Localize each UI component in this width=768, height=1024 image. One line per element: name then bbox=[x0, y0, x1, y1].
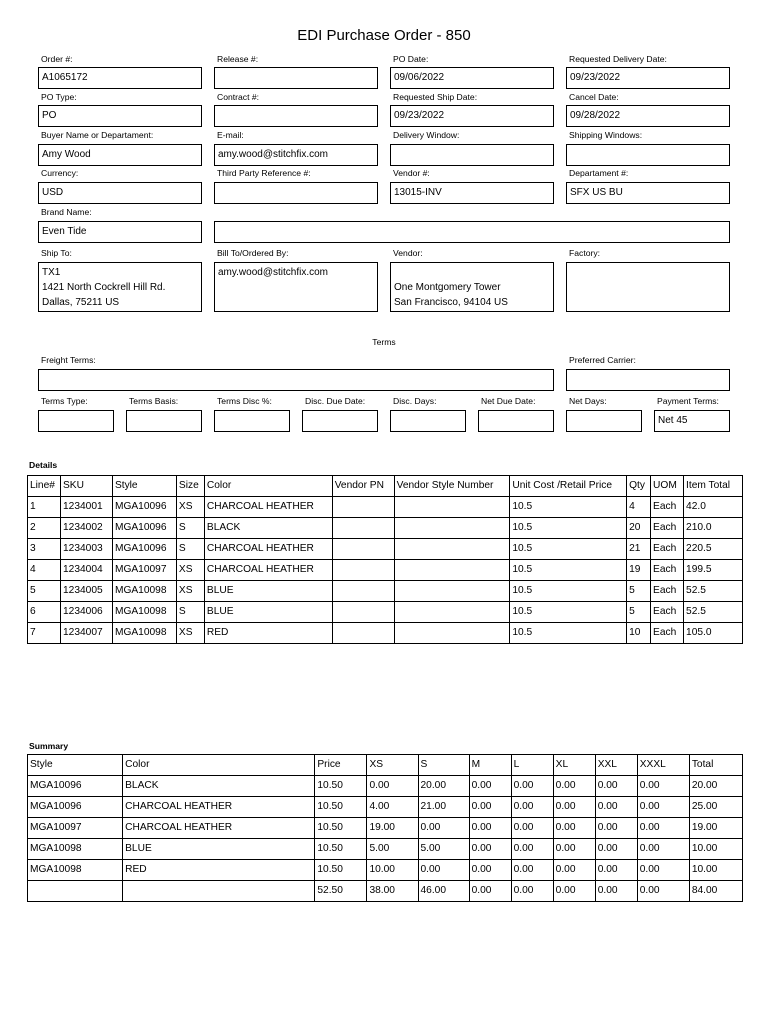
details-cell-item-total: 42.0 bbox=[684, 497, 743, 518]
details-cell-unit-cost: 10.5 bbox=[510, 560, 627, 581]
summary-cell-m: 0.00 bbox=[469, 776, 511, 797]
details-cell-uom: Each bbox=[651, 581, 684, 602]
details-row bbox=[28, 560, 743, 581]
terms-type-label: Terms Type: bbox=[41, 396, 88, 406]
disc-due-date-label: Disc. Due Date: bbox=[305, 396, 366, 406]
details-cell-size: S bbox=[176, 518, 204, 539]
req-delivery-date-label: Requested Delivery Date: bbox=[569, 54, 667, 64]
details-cell-vendor-pn bbox=[332, 518, 394, 539]
details-cell-line: 6 bbox=[28, 602, 61, 623]
currency-field[interactable]: USD bbox=[38, 182, 202, 204]
details-cell-size: XS bbox=[176, 581, 204, 602]
net-due-date-label: Net Due Date: bbox=[481, 396, 536, 406]
details-heading: Details bbox=[29, 460, 58, 470]
summary-cell-xxxl: 0.00 bbox=[637, 839, 689, 860]
details-cell-qty: 20 bbox=[627, 518, 651, 539]
details-cell-uom: Each bbox=[651, 518, 684, 539]
details-cell-sku: 1234001 bbox=[60, 497, 112, 518]
summary-row bbox=[28, 839, 743, 860]
summary-cell-l: 0.00 bbox=[511, 881, 553, 902]
details-cell-size: XS bbox=[176, 623, 204, 644]
summary-cell-m: 0.00 bbox=[469, 797, 511, 818]
summary-col-s: S bbox=[418, 755, 469, 776]
summary-row bbox=[28, 797, 743, 818]
details-col-style: Style bbox=[112, 476, 176, 497]
details-col-color: Color bbox=[204, 476, 332, 497]
details-cell-sku: 1234005 bbox=[60, 581, 112, 602]
summary-row bbox=[28, 860, 743, 881]
page-title: EDI Purchase Order - 850 bbox=[297, 27, 471, 44]
summary-cell-price: 10.50 bbox=[315, 797, 367, 818]
details-cell-color: CHARCOAL HEATHER bbox=[204, 560, 332, 581]
net-days-label: Net Days: bbox=[569, 396, 607, 406]
summary-cell-l: 0.00 bbox=[511, 776, 553, 797]
details-col-qty: Qty bbox=[627, 476, 651, 497]
details-cell-vendor-pn bbox=[332, 539, 394, 560]
freight-terms-field[interactable] bbox=[38, 369, 554, 391]
release-no-label: Release #: bbox=[217, 54, 259, 64]
details-cell-unit-cost: 10.5 bbox=[510, 497, 627, 518]
summary-cell-price: 10.50 bbox=[315, 818, 367, 839]
summary-col-price: Price bbox=[315, 755, 367, 776]
summary-cell-xxxl: 0.00 bbox=[637, 776, 689, 797]
summary-cell-price: 10.50 bbox=[315, 839, 367, 860]
details-cell-unit-cost: 10.5 bbox=[510, 602, 627, 623]
summary-cell-xs: 10.00 bbox=[367, 860, 418, 881]
details-cell-item-total: 210.0 bbox=[684, 518, 743, 539]
summary-col-m: M bbox=[469, 755, 511, 776]
contract-no-label: Contract #: bbox=[217, 92, 260, 102]
details-col-vendor-style: Vendor Style Number bbox=[394, 476, 510, 497]
summary-cell-xs: 0.00 bbox=[367, 776, 418, 797]
details-cell-qty: 4 bbox=[627, 497, 651, 518]
details-cell-uom: Each bbox=[651, 560, 684, 581]
disc-days-field[interactable] bbox=[390, 410, 466, 432]
vendor-no-label: Vendor #: bbox=[393, 168, 430, 178]
ship-to-field[interactable]: TX1 1421 North Cockrell Hill Rd. Dallas, 75211 US bbox=[38, 262, 202, 312]
terms-disc-label: Terms Disc %: bbox=[217, 396, 272, 406]
summary-row bbox=[28, 881, 743, 902]
summary-cell-xl: 0.00 bbox=[553, 881, 595, 902]
third-party-ref-label: Third Party Reference #: bbox=[217, 168, 311, 178]
summary-cell-m: 0.00 bbox=[469, 860, 511, 881]
details-cell-uom: Each bbox=[651, 623, 684, 644]
buyer-label: Buyer Name or Departament: bbox=[41, 130, 154, 140]
summary-cell-total: 19.00 bbox=[689, 818, 742, 839]
details-cell-color: CHARCOAL HEATHER bbox=[204, 539, 332, 560]
summary-cell-total: 10.00 bbox=[689, 839, 742, 860]
details-col-unit-cost: Unit Cost /Retail Price bbox=[510, 476, 627, 497]
vendor-address-field[interactable]: One Montgomery Tower San Francisco, 94104 US bbox=[390, 262, 554, 312]
summary-col-total: Total bbox=[689, 755, 742, 776]
preferred-carrier-label: Preferred Carrier: bbox=[569, 355, 636, 365]
bill-to-label: Bill To/Ordered By: bbox=[217, 248, 289, 258]
details-cell-vendor-pn bbox=[332, 581, 394, 602]
details-cell-color: CHARCOAL HEATHER bbox=[204, 497, 332, 518]
terms-type-field[interactable] bbox=[38, 410, 114, 432]
summary-cell-xs: 4.00 bbox=[367, 797, 418, 818]
details-row bbox=[28, 518, 743, 539]
details-cell-size: S bbox=[176, 539, 204, 560]
payment-terms-label: Payment Terms: bbox=[657, 396, 719, 406]
delivery-window-field[interactable] bbox=[390, 144, 554, 166]
summary-cell-total: 84.00 bbox=[689, 881, 742, 902]
details-cell-item-total: 52.5 bbox=[684, 581, 743, 602]
summary-cell-s: 21.00 bbox=[418, 797, 469, 818]
details-cell-sku: 1234006 bbox=[60, 602, 112, 623]
summary-cell-l: 0.00 bbox=[511, 797, 553, 818]
details-cell-item-total: 199.5 bbox=[684, 560, 743, 581]
preferred-carrier-field[interactable] bbox=[566, 369, 730, 391]
vendor-no-field[interactable]: 13015-INV bbox=[390, 182, 554, 204]
details-cell-line: 3 bbox=[28, 539, 61, 560]
details-cell-line: 4 bbox=[28, 560, 61, 581]
details-cell-line: 5 bbox=[28, 581, 61, 602]
email-label: E-mail: bbox=[217, 130, 244, 140]
summary-cell-s: 0.00 bbox=[418, 860, 469, 881]
details-col-vendor-pn: Vendor PN bbox=[332, 476, 394, 497]
summary-cell-xxxl: 0.00 bbox=[637, 797, 689, 818]
details-cell-item-total: 105.0 bbox=[684, 623, 743, 644]
req-ship-date-field[interactable]: 09/23/2022 bbox=[390, 105, 554, 127]
details-cell-qty: 10 bbox=[627, 623, 651, 644]
details-cell-color: BLUE bbox=[204, 602, 332, 623]
details-row bbox=[28, 581, 743, 602]
summary-cell-price: 10.50 bbox=[315, 776, 367, 797]
department-no-label: Departament #: bbox=[569, 168, 629, 178]
cancel-date-field[interactable]: 09/28/2022 bbox=[566, 105, 730, 127]
details-cell-style: MGA10098 bbox=[112, 581, 176, 602]
order-no-field[interactable]: A1065172 bbox=[38, 67, 202, 89]
summary-cell-total: 20.00 bbox=[689, 776, 742, 797]
summary-cell-xl: 0.00 bbox=[553, 860, 595, 881]
summary-cell-xs: 5.00 bbox=[367, 839, 418, 860]
summary-col-color: Color bbox=[123, 755, 315, 776]
summary-cell-color bbox=[123, 881, 315, 902]
details-cell-size: XS bbox=[176, 497, 204, 518]
summary-cell-xxxl: 0.00 bbox=[637, 860, 689, 881]
buyer-field[interactable]: Amy Wood bbox=[38, 144, 202, 166]
details-cell-sku: 1234002 bbox=[60, 518, 112, 539]
third-party-ref-field[interactable] bbox=[214, 182, 378, 204]
details-cell-vendor-style bbox=[394, 497, 510, 518]
details-cell-unit-cost: 10.5 bbox=[510, 623, 627, 644]
summary-cell-l: 0.00 bbox=[511, 860, 553, 881]
details-cell-uom: Each bbox=[651, 539, 684, 560]
details-cell-line: 2 bbox=[28, 518, 61, 539]
summary-cell-style: MGA10096 bbox=[28, 797, 123, 818]
details-cell-size: XS bbox=[176, 560, 204, 581]
summary-cell-xxl: 0.00 bbox=[595, 818, 637, 839]
req-ship-date-label: Requested Ship Date: bbox=[393, 92, 478, 102]
details-cell-uom: Each bbox=[651, 497, 684, 518]
details-cell-vendor-style bbox=[394, 560, 510, 581]
details-cell-vendor-style bbox=[394, 623, 510, 644]
details-cell-item-total: 220.5 bbox=[684, 539, 743, 560]
payment-terms-field[interactable]: Net 45 bbox=[654, 410, 730, 432]
brand-name-label: Brand Name: bbox=[41, 207, 92, 217]
summary-cell-color: BLUE bbox=[123, 839, 315, 860]
brand-name-extra-field[interactable] bbox=[214, 221, 730, 243]
brand-name-field[interactable]: Even Tide bbox=[38, 221, 202, 243]
summary-cell-color: CHARCOAL HEATHER bbox=[123, 818, 315, 839]
details-cell-vendor-pn bbox=[332, 602, 394, 623]
details-col-uom: UOM bbox=[651, 476, 684, 497]
release-no-field[interactable] bbox=[214, 67, 378, 89]
summary-cell-xs: 19.00 bbox=[367, 818, 418, 839]
vendor-label: Vendor: bbox=[393, 248, 423, 258]
summary-cell-xl: 0.00 bbox=[553, 797, 595, 818]
net-days-field[interactable] bbox=[566, 410, 642, 432]
details-cell-color: RED bbox=[204, 623, 332, 644]
po-type-label: PO Type: bbox=[41, 92, 77, 102]
summary-cell-xxl: 0.00 bbox=[595, 797, 637, 818]
details-table bbox=[27, 475, 743, 644]
po-date-label: PO Date: bbox=[393, 54, 429, 64]
terms-disc-field[interactable] bbox=[214, 410, 290, 432]
summary-cell-style: MGA10098 bbox=[28, 860, 123, 881]
summary-table bbox=[27, 754, 743, 902]
details-cell-unit-cost: 10.5 bbox=[510, 539, 627, 560]
details-cell-vendor-style bbox=[394, 602, 510, 623]
disc-days-label: Disc. Days: bbox=[393, 396, 437, 406]
summary-cell-m: 0.00 bbox=[469, 881, 511, 902]
details-cell-vendor-pn bbox=[332, 497, 394, 518]
details-cell-line: 7 bbox=[28, 623, 61, 644]
net-due-date-field[interactable] bbox=[478, 410, 554, 432]
summary-cell-xxl: 0.00 bbox=[595, 860, 637, 881]
summary-cell-xl: 0.00 bbox=[553, 818, 595, 839]
shipping-windows-label: Shipping Windows: bbox=[569, 130, 643, 140]
summary-header-row bbox=[28, 755, 743, 776]
details-cell-vendor-style bbox=[394, 518, 510, 539]
details-row bbox=[28, 602, 743, 623]
summary-cell-color: BLACK bbox=[123, 776, 315, 797]
details-cell-uom: Each bbox=[651, 602, 684, 623]
details-cell-style: MGA10098 bbox=[112, 623, 176, 644]
details-cell-unit-cost: 10.5 bbox=[510, 581, 627, 602]
summary-cell-xxl: 0.00 bbox=[595, 881, 637, 902]
summary-col-style: Style bbox=[28, 755, 123, 776]
details-header-row bbox=[28, 476, 743, 497]
details-cell-sku: 1234007 bbox=[60, 623, 112, 644]
summary-row bbox=[28, 776, 743, 797]
details-col-line: Line# bbox=[28, 476, 61, 497]
details-cell-color: BLACK bbox=[204, 518, 332, 539]
details-cell-style: MGA10097 bbox=[112, 560, 176, 581]
summary-cell-xxl: 0.00 bbox=[595, 776, 637, 797]
summary-cell-m: 0.00 bbox=[469, 839, 511, 860]
details-row bbox=[28, 497, 743, 518]
summary-cell-xl: 0.00 bbox=[553, 776, 595, 797]
summary-row bbox=[28, 818, 743, 839]
summary-cell-price: 10.50 bbox=[315, 860, 367, 881]
details-cell-sku: 1234003 bbox=[60, 539, 112, 560]
delivery-window-label: Delivery Window: bbox=[393, 130, 460, 140]
summary-cell-color: CHARCOAL HEATHER bbox=[123, 797, 315, 818]
summary-cell-style: MGA10096 bbox=[28, 776, 123, 797]
details-row bbox=[28, 539, 743, 560]
summary-cell-s: 0.00 bbox=[418, 818, 469, 839]
summary-cell-total: 25.00 bbox=[689, 797, 742, 818]
details-cell-style: MGA10096 bbox=[112, 539, 176, 560]
email-field[interactable]: amy.wood@stitchfix.com bbox=[214, 144, 378, 166]
details-cell-style: MGA10096 bbox=[112, 497, 176, 518]
terms-heading: Terms bbox=[372, 337, 396, 347]
details-cell-vendor-style bbox=[394, 539, 510, 560]
summary-cell-xxl: 0.00 bbox=[595, 839, 637, 860]
summary-heading: Summary bbox=[29, 741, 69, 751]
details-cell-sku: 1234004 bbox=[60, 560, 112, 581]
details-cell-vendor-pn bbox=[332, 623, 394, 644]
summary-cell-xxxl: 0.00 bbox=[637, 881, 689, 902]
summary-cell-style: MGA10097 bbox=[28, 818, 123, 839]
summary-col-xl: XL bbox=[553, 755, 595, 776]
details-cell-style: MGA10096 bbox=[112, 518, 176, 539]
summary-cell-l: 0.00 bbox=[511, 839, 553, 860]
contract-no-field[interactable] bbox=[214, 105, 378, 127]
summary-cell-color: RED bbox=[123, 860, 315, 881]
details-cell-qty: 5 bbox=[627, 581, 651, 602]
summary-col-l: L bbox=[511, 755, 553, 776]
summary-cell-m: 0.00 bbox=[469, 818, 511, 839]
details-cell-unit-cost: 10.5 bbox=[510, 518, 627, 539]
order-no-label: Order #: bbox=[41, 54, 73, 64]
details-cell-item-total: 52.5 bbox=[684, 602, 743, 623]
details-row bbox=[28, 623, 743, 644]
summary-cell-xxxl: 0.00 bbox=[637, 818, 689, 839]
freight-terms-label: Freight Terms: bbox=[41, 355, 96, 365]
summary-col-xxxl: XXXL bbox=[637, 755, 689, 776]
disc-due-date-field[interactable] bbox=[302, 410, 378, 432]
summary-cell-style bbox=[28, 881, 123, 902]
summary-col-xxl: XXL bbox=[595, 755, 637, 776]
ship-to-label: Ship To: bbox=[41, 248, 72, 258]
details-cell-vendor-pn bbox=[332, 560, 394, 581]
bill-to-field[interactable]: amy.wood@stitchfix.com bbox=[214, 262, 378, 312]
summary-cell-l: 0.00 bbox=[511, 818, 553, 839]
terms-basis-field[interactable] bbox=[126, 410, 202, 432]
summary-col-xs: XS bbox=[367, 755, 418, 776]
details-cell-vendor-style bbox=[394, 581, 510, 602]
details-cell-line: 1 bbox=[28, 497, 61, 518]
factory-field[interactable] bbox=[566, 262, 730, 312]
currency-label: Currency: bbox=[41, 168, 79, 178]
details-cell-qty: 21 bbox=[627, 539, 651, 560]
po-date-field[interactable]: 09/06/2022 bbox=[390, 67, 554, 89]
summary-cell-total: 10.00 bbox=[689, 860, 742, 881]
details-col-size: Size bbox=[176, 476, 204, 497]
details-col-item-total: Item Total bbox=[684, 476, 743, 497]
summary-cell-price: 52.50 bbox=[315, 881, 367, 902]
cancel-date-label: Cancel Date: bbox=[569, 92, 619, 102]
summary-cell-s: 20.00 bbox=[418, 776, 469, 797]
req-delivery-date-field[interactable]: 09/23/2022 bbox=[566, 67, 730, 89]
summary-cell-style: MGA10098 bbox=[28, 839, 123, 860]
po-type-field[interactable]: PO bbox=[38, 105, 202, 127]
shipping-windows-field[interactable] bbox=[566, 144, 730, 166]
terms-basis-label: Terms Basis: bbox=[129, 396, 179, 406]
details-cell-qty: 19 bbox=[627, 560, 651, 581]
details-cell-style: MGA10098 bbox=[112, 602, 176, 623]
summary-cell-s: 46.00 bbox=[418, 881, 469, 902]
department-no-field[interactable]: SFX US BU bbox=[566, 182, 730, 204]
summary-cell-xs: 38.00 bbox=[367, 881, 418, 902]
summary-cell-s: 5.00 bbox=[418, 839, 469, 860]
details-col-sku: SKU bbox=[60, 476, 112, 497]
summary-cell-xl: 0.00 bbox=[553, 839, 595, 860]
factory-label: Factory: bbox=[569, 248, 601, 258]
details-cell-color: BLUE bbox=[204, 581, 332, 602]
details-cell-qty: 5 bbox=[627, 602, 651, 623]
details-cell-size: S bbox=[176, 602, 204, 623]
